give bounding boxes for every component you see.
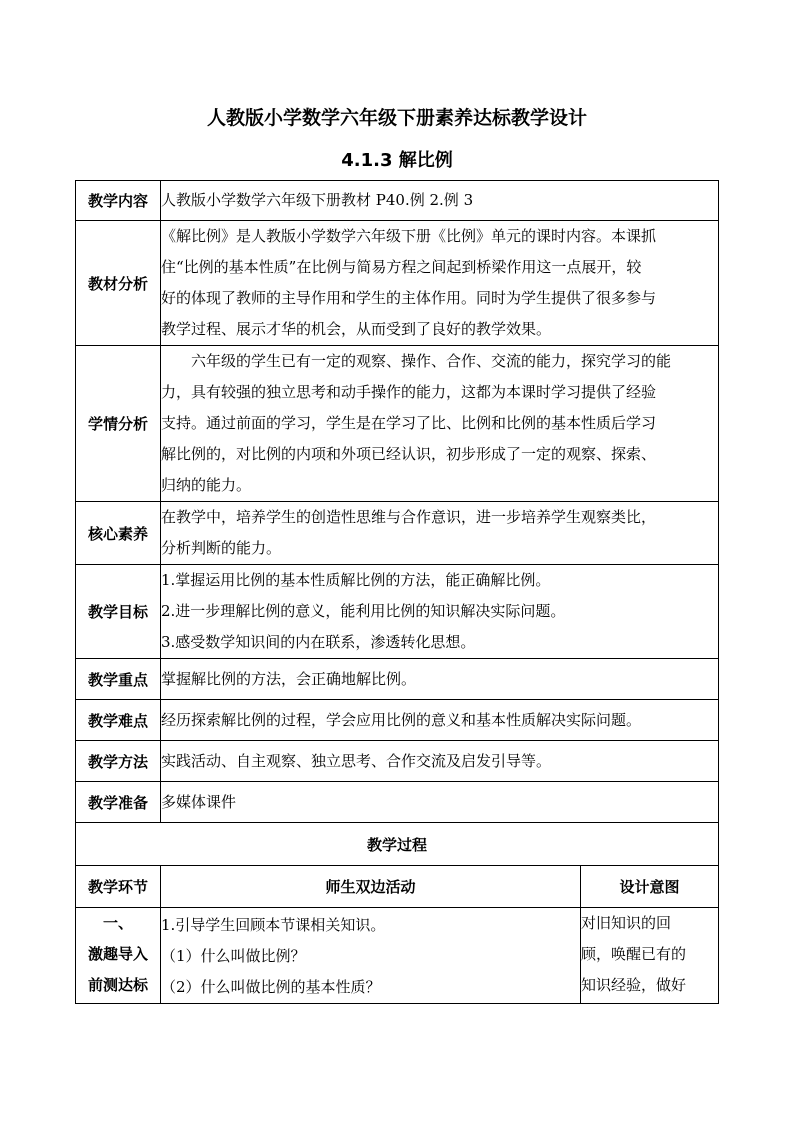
row-teaching-goals — [76, 565, 719, 659]
text-line: 在教学中，培养学生的创造性思维与合作意识，进一步培养学生观察类比， — [161, 508, 657, 526]
label-difficulty: 教学难点 — [76, 700, 161, 741]
value-preparation: 多媒体课件 — [161, 782, 719, 823]
activity-line: 1.引导学生回顾本节课相关知识。 — [161, 916, 386, 934]
label-student-analysis: 学情分析 — [76, 346, 161, 502]
activity-line: （1）什么叫做比例？ — [161, 947, 306, 965]
text-line: 3.感受数学知识间的内在联系，渗透转化思想。 — [161, 633, 476, 651]
text-line: 《解比例》是人教版小学数学六年级下册《比例》单元的课时内容。本课抓 — [161, 227, 657, 245]
page-subtitle: 4.1.3 解比例 — [341, 150, 453, 171]
row-difficulty — [76, 700, 719, 741]
intent-cell — [581, 908, 719, 1004]
value-key-point: 掌握解比例的方法，会正确地解比例。 — [161, 659, 719, 700]
row-preparation — [76, 782, 719, 823]
column-stage: 教学环节 — [76, 866, 161, 908]
value-difficulty: 经历探索解比例的过程，学会应用比例的意义和基本性质解决实际问题。 — [161, 700, 719, 741]
activity-cell — [161, 908, 581, 1004]
label-teaching-method: 教学方法 — [76, 741, 161, 782]
stage-line: 前测达标 — [87, 976, 148, 994]
label-core-literacy: 核心素养 — [76, 502, 161, 565]
text-line: 六年级的学生已有一定的观察、操作、合作、交流的能力，探究学习的能 — [191, 352, 672, 370]
text-line: 好的体现了教师的主导作用和学生的主体作用。同时为学生提供了很多参与 — [161, 289, 657, 307]
lesson-plan-table — [75, 180, 719, 1004]
value-teaching-method: 实践活动、自主观察、独立思考、合作交流及启发引导等。 — [161, 741, 719, 782]
text-line: 住“比例的基本性质”在比例与简易方程之间起到桥梁作用这一点展开，较 — [161, 258, 642, 276]
label-key-point: 教学重点 — [76, 659, 161, 700]
row-process-step-1 — [76, 908, 719, 1004]
intent-line: 对旧知识的回 — [581, 914, 672, 932]
text-line: 分析判断的能力。 — [161, 539, 282, 557]
activity-line: （2）什么叫做比例的基本性质？ — [161, 978, 381, 996]
value-teaching-content: 人教版小学数学六年级下册教材 P40.例 2.例 3 — [161, 181, 719, 221]
text-line: 力，具有较强的独立思考和动手操作的能力，这都为本课时学习提供了经验 — [161, 383, 657, 401]
intent-line: 顾，唤醒已有的 — [581, 945, 687, 963]
text-line: 支持。通过前面的学习，学生是在学习了比、比例和比例的基本性质后学习 — [161, 414, 657, 432]
stage-line: 一、 — [102, 914, 133, 932]
label-preparation: 教学准备 — [76, 782, 161, 823]
text-line: 归纳的能力。 — [161, 476, 252, 494]
stage-cell — [76, 908, 161, 1004]
row-teaching-content — [76, 181, 719, 221]
page-title: 人教版小学数学六年级下册素养达标教学设计 — [206, 107, 587, 129]
row-process-columns — [76, 866, 719, 908]
text-line: 解比例的，对比例的内项和外项已经认识，初步形成了一定的观察、探索、 — [161, 445, 657, 463]
row-process-heading — [76, 823, 719, 866]
value-material-analysis — [161, 221, 719, 346]
text-line: 1.掌握运用比例的基本性质解比例的方法，能正确解比例。 — [161, 571, 551, 589]
column-activity: 师生双边活动 — [161, 866, 581, 908]
value-core-literacy — [161, 502, 719, 565]
row-teaching-method — [76, 741, 719, 782]
text-line: 2.进一步理解比例的意义，能利用比例的知识解决实际问题。 — [161, 602, 566, 620]
row-key-point — [76, 659, 719, 700]
process-heading: 教学过程 — [76, 823, 719, 866]
value-teaching-goals — [161, 565, 719, 659]
row-material-analysis — [76, 221, 719, 346]
stage-line: 激趣导入 — [87, 945, 148, 963]
label-teaching-goals: 教学目标 — [76, 565, 161, 659]
label-teaching-content: 教学内容 — [76, 181, 161, 221]
row-student-analysis — [76, 346, 719, 502]
column-intent: 设计意图 — [581, 866, 719, 908]
row-core-literacy — [76, 502, 719, 565]
intent-line: 知识经验，做好 — [581, 976, 687, 994]
value-student-analysis — [161, 346, 719, 502]
label-material-analysis: 教材分析 — [76, 221, 161, 346]
text-line: 教学过程、展示才华的机会，从而受到了良好的教学效果。 — [161, 320, 552, 338]
